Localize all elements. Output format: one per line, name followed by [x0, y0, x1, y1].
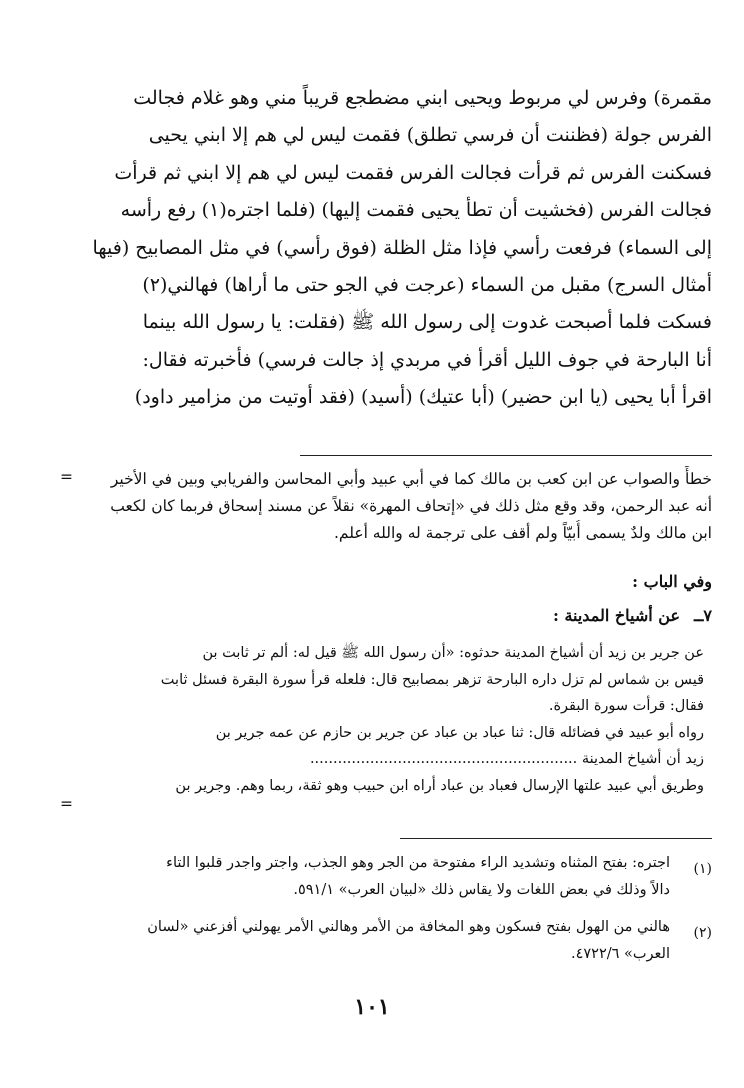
continued-footnote-line: أنه عبد الرحمن، وقد وقع مثل ذلك في «إتحاف المهرة» نقلاً عن مسند إسحاق فربما كان لكعب — [110, 497, 712, 515]
footnote-line: اجتره: بفتح المثناه وتشديد الراء مفتوحة من الجر وهو الجذب، واجتر واجدر قلبوا التاء — [166, 855, 670, 871]
hadith-heading — [64, 606, 712, 625]
hadith-title: عن أشياخ المدينة : — [552, 606, 681, 625]
continuation-marker: = — [60, 468, 73, 486]
footnote-1 — [64, 850, 712, 904]
main-line: أمثال السرج) مقبل من السماء (عرجت في الجو حتى ما أراها) فهالني(٢) — [142, 273, 712, 296]
main-line: اقرأ أبا يحيى (يا ابن حضير) (أبا عتيك) (أسيد) (فقد أوتيت من مزامير داود) — [134, 386, 712, 409]
footnote-line: هالني من الهول بفتح فسكون وهو المخافة من الأمر وهالني الأمر يهولني أفزعني «لسان — [147, 919, 670, 935]
section-heading: وفي الباب : — [632, 572, 712, 591]
main-line: أنا البارحة في جوف الليل أقرأ في مربدي إذ جالت فرسي) فأخبرته فقال: — [142, 348, 712, 371]
continued-footnote-line: ابن مالك ولدٌ يسمى أُبيّاً ولم أقف على ترجمة له والله أعلم. — [333, 524, 712, 542]
hadith-line: زيد أن أشياخ المدينة .......................................................... — [309, 751, 704, 767]
footnote-2 — [64, 914, 712, 968]
hadith-number: ٧ــ — [694, 606, 712, 625]
footnote-separator-rule — [400, 838, 712, 839]
footnote-line: العرب» ٤٧٢٢/٦. — [570, 946, 670, 962]
hadith-line: عن جرير بن زيد أن أشياخ المدينة حدثوه: «أن رسول الله ﷺ قيل له: ألم تر ثابت بن — [202, 645, 704, 661]
continuation-marker: = — [60, 795, 73, 813]
main-line: فسكت فلما أصبحت غدوت إلى رسول الله ﷺ (فقلت: يا رسول الله بينما — [142, 311, 712, 334]
main-line: مقمرة) وفرس لي مربوط ويحيى ابني مضطجع قريباً مني وهو غلام فجالت — [133, 87, 712, 109]
main-line: الفرس جولة (فظننت أن فرسي تطلق) فقمت ليس لي هم إلا ابني يحيى — [148, 124, 712, 147]
main-line: فسكنت الفرس ثم قرأت فجالت الفرس فقمت ليس لي هم إلا ابني ثم قرأت — [114, 161, 712, 184]
hadith-line: قيس بن شماس لم تزل داره البارحة تزهر بمصابيح قال: فلعله قرأ سورة البقرة فسئل ثابت — [160, 671, 704, 688]
footnote-line: دالاً وذلك في بعض اللغات ولا يقاس ذلك «لبيان العرب» ٥٩١/١. — [293, 882, 670, 898]
continued-footnote-line: خطأً والصواب عن ابن كعب بن مالك كما في أبي عبيد وأبي المحاسن والفريابي وبين في الأخير — [110, 470, 712, 488]
hadith-text — [64, 640, 704, 799]
main-line: إلى السماء) فرفعت رأسي فإذا مثل الظلة (فوق رأسي) في مثل المصابيح (فيها — [92, 236, 712, 259]
main-line: فجالت الفرس (فخشيت أن تطأ يحيى فقمت إليها) (فلما اجتره(١) رفع رأسه — [120, 199, 712, 222]
continued-footnote — [80, 466, 712, 547]
footnote-marker: (١) — [693, 861, 712, 877]
main-text-block — [64, 80, 712, 417]
hadith-line: وطريق أبي عبيد علتها الإرسال فعباد بن عباد أراه ابن حبيب وهو ثقة، ربما وهم. وجرير بن — [175, 777, 704, 794]
hadith-line: رواه أبو عبيد في فضائله قال: ثنا عباد بن عباد عن جرير بن حازم عن عمه جرير بن — [215, 724, 704, 741]
footnote-marker: (٢) — [693, 925, 712, 941]
footnote-separator-rule — [300, 455, 712, 456]
page-number: ١٠١ — [354, 994, 390, 1020]
hadith-line: فقال: قرأت سورة البقرة. — [548, 698, 704, 714]
